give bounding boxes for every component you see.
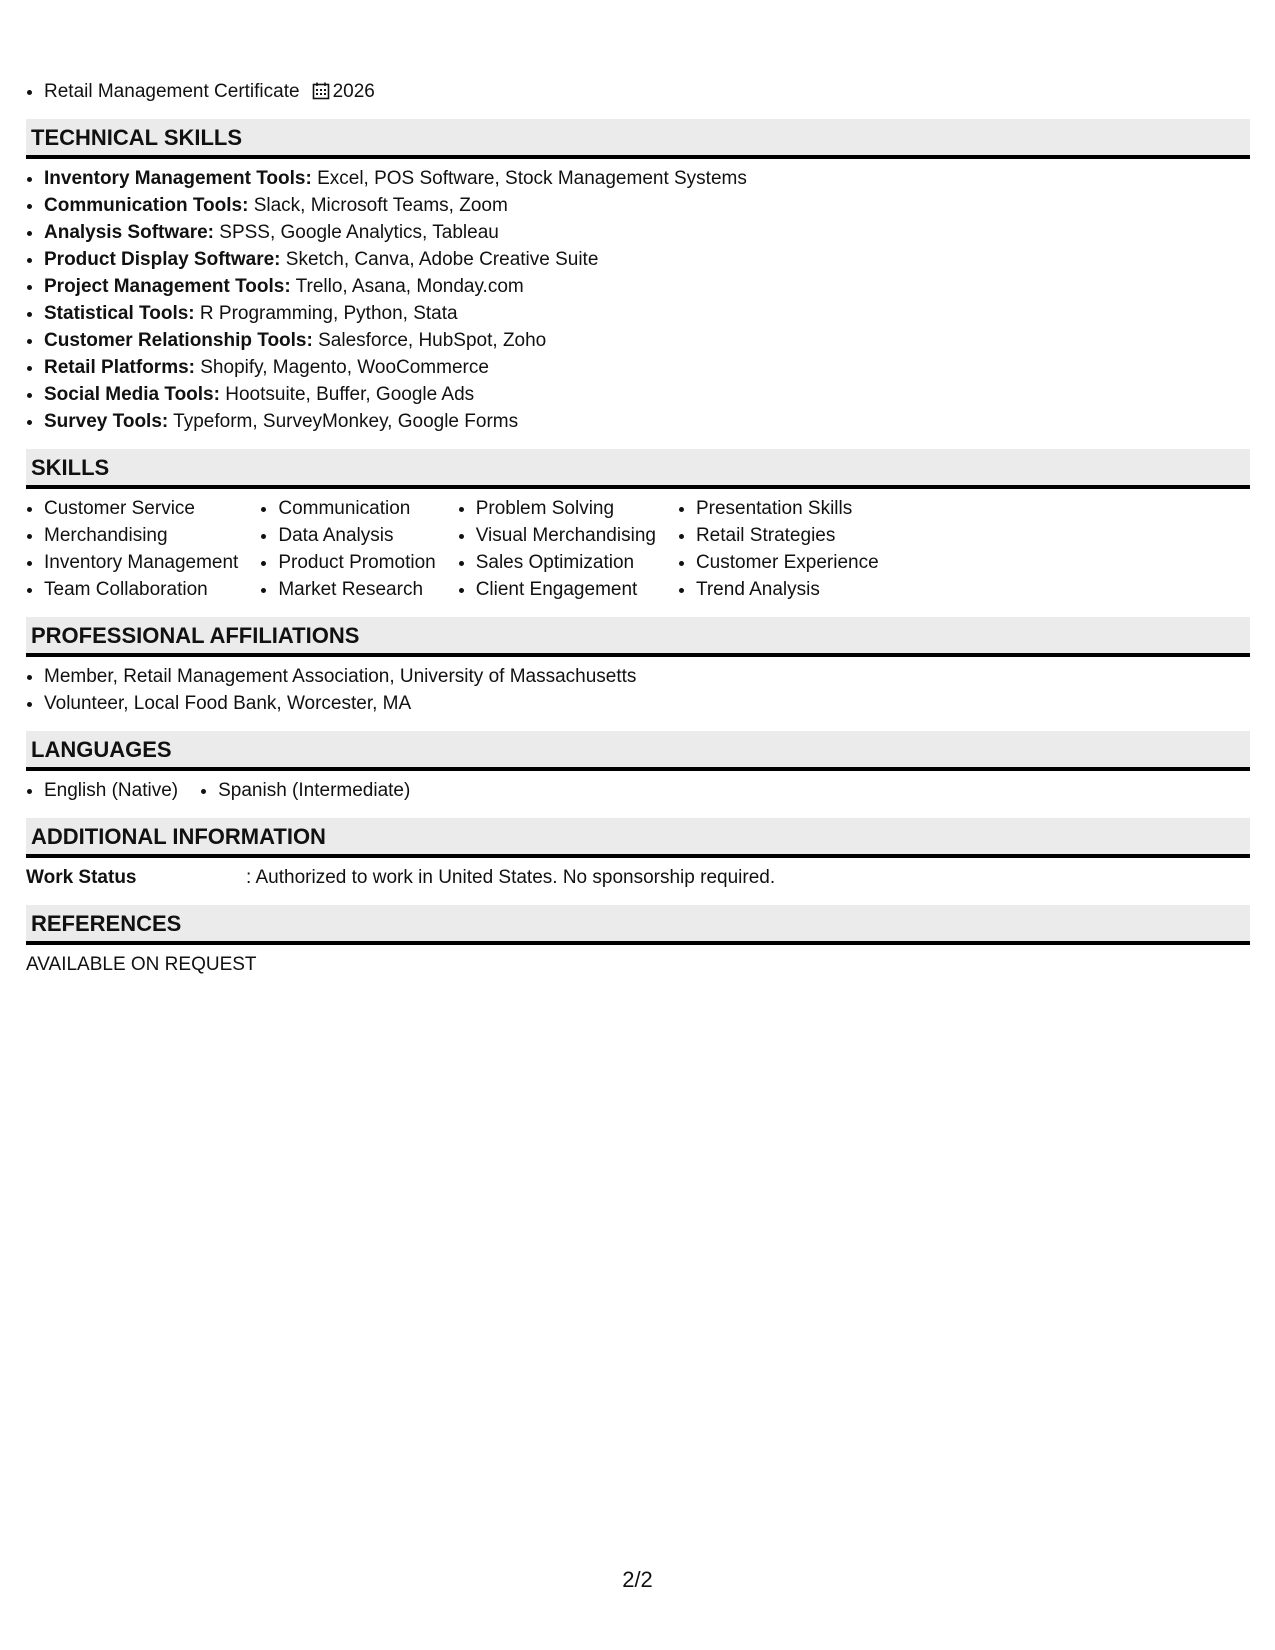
- skill-value: Shopify, Magento, WooCommerce: [194, 357, 489, 378]
- list-item: • Volunteer, Local Food Bank, Worcester, MA: [44, 690, 1250, 717]
- list-item: • English (Native): [44, 777, 178, 804]
- list-item: • Market Research: [278, 576, 435, 603]
- skills-column: [260, 495, 435, 603]
- list-item: [44, 165, 1250, 192]
- list-item: [44, 327, 1250, 354]
- list-item: [44, 300, 1250, 327]
- languages-list: [26, 777, 178, 804]
- skill-value: Excel, POS Software, Stock Management Systems: [311, 168, 747, 189]
- certification-year: 2026: [332, 81, 375, 102]
- list-item: [44, 192, 1250, 219]
- skill-value: Trello, Asana, Monday.com: [290, 276, 524, 297]
- references-text: AVAILABLE ON REQUEST: [26, 954, 257, 975]
- skill-label: Customer Relationship Tools:: [44, 330, 313, 351]
- skill-value: SPSS, Google Analytics, Tableau: [214, 222, 499, 243]
- skills-grid: [26, 495, 1250, 603]
- skill-value: Typeform, SurveyMonkey, Google Forms: [168, 411, 519, 432]
- skill-label: Project Management Tools:: [44, 276, 291, 297]
- list-item: [44, 381, 1250, 408]
- skill-value: Sketch, Canva, Adobe Creative Suite: [280, 249, 599, 270]
- list-item: • Sales Optimization: [476, 549, 656, 576]
- list-item: • Problem Solving: [476, 495, 656, 522]
- skill-label: Retail Platforms:: [44, 357, 195, 378]
- languages-row: [26, 777, 1250, 804]
- references-heading: REFERENCES: [26, 905, 1250, 945]
- list-item: • Product Promotion: [278, 549, 435, 576]
- skill-label: Communication Tools:: [44, 195, 249, 216]
- certification-date: [312, 78, 375, 105]
- skill-label: Survey Tools:: [44, 411, 169, 432]
- skill-label: Analysis Software:: [44, 222, 214, 243]
- skill-value: Hootsuite, Buffer, Google Ads: [219, 384, 475, 405]
- skills-column: [458, 495, 656, 603]
- skills-heading: SKILLS: [26, 449, 1250, 489]
- calendar-icon: [312, 82, 330, 100]
- skill-value: R Programming, Python, Stata: [194, 303, 458, 324]
- list-item: • Merchandising: [44, 522, 238, 549]
- list-item: • Member, Retail Management Association, University of Massachusetts: [44, 663, 1250, 690]
- work-status-row: [26, 864, 1250, 891]
- list-item: • Inventory Management: [44, 549, 238, 576]
- list-item: [44, 354, 1250, 381]
- list-item: • Retail Strategies: [696, 522, 879, 549]
- certifications-list: [26, 78, 1250, 105]
- skills-column: [678, 495, 879, 603]
- list-item: [44, 246, 1250, 273]
- page-number: 2/2: [622, 1567, 653, 1592]
- affiliations-list: [26, 663, 1250, 717]
- skill-value: Salesforce, HubSpot, Zoho: [312, 330, 547, 351]
- languages-heading: LANGUAGES: [26, 731, 1250, 771]
- list-item: • Trend Analysis: [696, 576, 879, 603]
- list-item: • Communication: [278, 495, 435, 522]
- list-item: [44, 78, 1250, 105]
- list-item: • Customer Service: [44, 495, 238, 522]
- list-item: • Customer Experience: [696, 549, 879, 576]
- list-item: [44, 219, 1250, 246]
- additional-info-heading: ADDITIONAL INFORMATION: [26, 818, 1250, 858]
- list-item: • Spanish (Intermediate): [218, 777, 410, 804]
- skill-label: Product Display Software:: [44, 249, 281, 270]
- list-item: • Visual Merchandising: [476, 522, 656, 549]
- skill-label: Statistical Tools:: [44, 303, 195, 324]
- skills-column: [26, 495, 238, 603]
- list-item: • Presentation Skills: [696, 495, 879, 522]
- languages-list: [200, 777, 410, 804]
- list-item: • Client Engagement: [476, 576, 656, 603]
- work-status-value: : Authorized to work in United States. No sponsorship required.: [246, 867, 776, 888]
- list-item: [44, 408, 1250, 435]
- technical-skills-list: [26, 165, 1250, 435]
- list-item: [44, 273, 1250, 300]
- technical-skills-heading: TECHNICAL SKILLS: [26, 119, 1250, 159]
- list-item: • Data Analysis: [278, 522, 435, 549]
- list-item: • Team Collaboration: [44, 576, 238, 603]
- skill-label: Inventory Management Tools:: [44, 168, 312, 189]
- resume-page: [26, 78, 1250, 978]
- work-status-label: Work Status: [26, 867, 137, 888]
- affiliations-heading: PROFESSIONAL AFFILIATIONS: [26, 617, 1250, 657]
- skill-label: Social Media Tools:: [44, 384, 220, 405]
- certification-name: • Retail Management Certificate: [44, 81, 300, 102]
- skill-value: Slack, Microsoft Teams, Zoom: [248, 195, 508, 216]
